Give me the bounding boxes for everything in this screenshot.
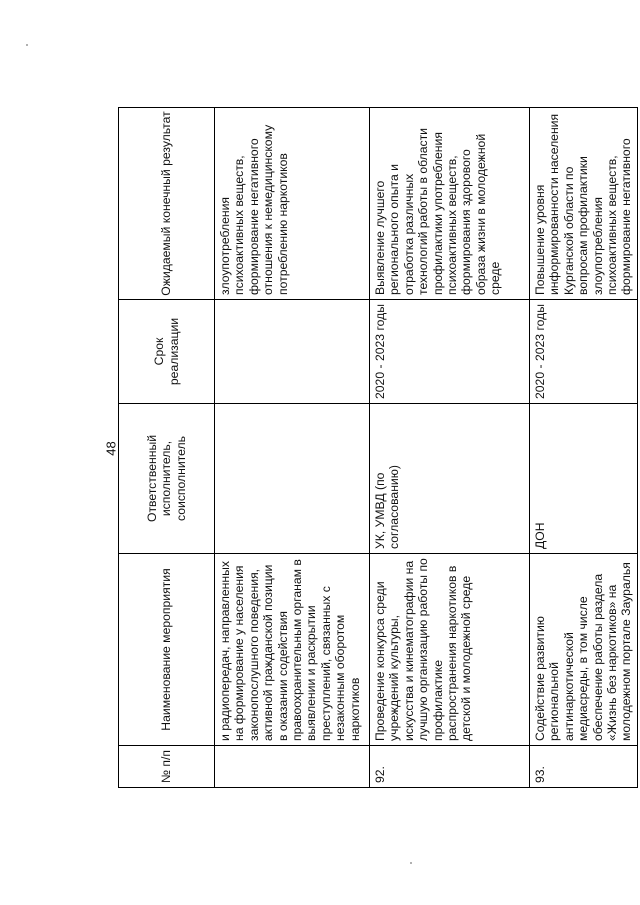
page-number: 48 <box>103 441 119 456</box>
document-table-container <box>118 108 634 788</box>
cell-term <box>215 300 370 404</box>
cell-name: Содействие развитию региональной антинаркотической медиасреды, в том числе обеспечение работы раздела «Жизнь без наркотиков» на молодежном портале Зауралья <box>530 554 638 746</box>
cell-name: Проведение конкурса среди учреждений культуры, искусства и кинематографии на лучшую организацию работы по профилактике распространения наркотиков в детской и молодежной среде <box>370 554 530 746</box>
scan-speck <box>26 44 28 46</box>
measures-table <box>118 107 638 788</box>
cell-number: 93. <box>530 746 638 788</box>
header-term: Срок реализации <box>119 300 215 404</box>
cell-name: и радиопередач, направленных на формирование у населения законопослушного поведения, активной гражданской позиции в оказании содействия правоохранительным органам в выявлении и раскрытии преступлений, связанных с незаконным оборотом наркотиков <box>215 554 370 746</box>
cell-term: 2020 - 2023 годы <box>530 300 638 404</box>
table-row <box>215 108 370 788</box>
header-responsible: Ответственный исполнитель, соисполнитель <box>119 404 215 554</box>
cell-result: злоупотребления психоактивных веществ, формирование негативного отношения к немедицинскому потреблению наркотиков <box>215 108 370 300</box>
cell-result: Выявление лучшего регионального опыта и отработка различных технологий работы в области профилактики употребления психоактивных веществ, формирования здорового образа жизни в молодежной среде <box>370 108 530 300</box>
cell-term: 2020 - 2023 годы <box>370 300 530 404</box>
header-name: Наименование мероприятия <box>119 554 215 746</box>
cell-responsible: УК, УМВД (по согласованию) <box>370 404 530 554</box>
table-row <box>530 108 638 788</box>
cell-responsible <box>215 404 370 554</box>
cell-number: 92. <box>370 746 530 788</box>
header-number: № п/п <box>119 746 215 788</box>
header-result: Ожидаемый конечный результат <box>119 108 215 300</box>
table-header-row <box>119 108 215 788</box>
scan-speck <box>410 862 412 864</box>
cell-responsible: ДОН <box>530 404 638 554</box>
table-row <box>370 108 530 788</box>
cell-result: Повышение уровня информированности населения Курганской области по вопросам профилактики злоупотребления психоактивных веществ, формирование негативного <box>530 108 638 300</box>
cell-number <box>215 746 370 788</box>
